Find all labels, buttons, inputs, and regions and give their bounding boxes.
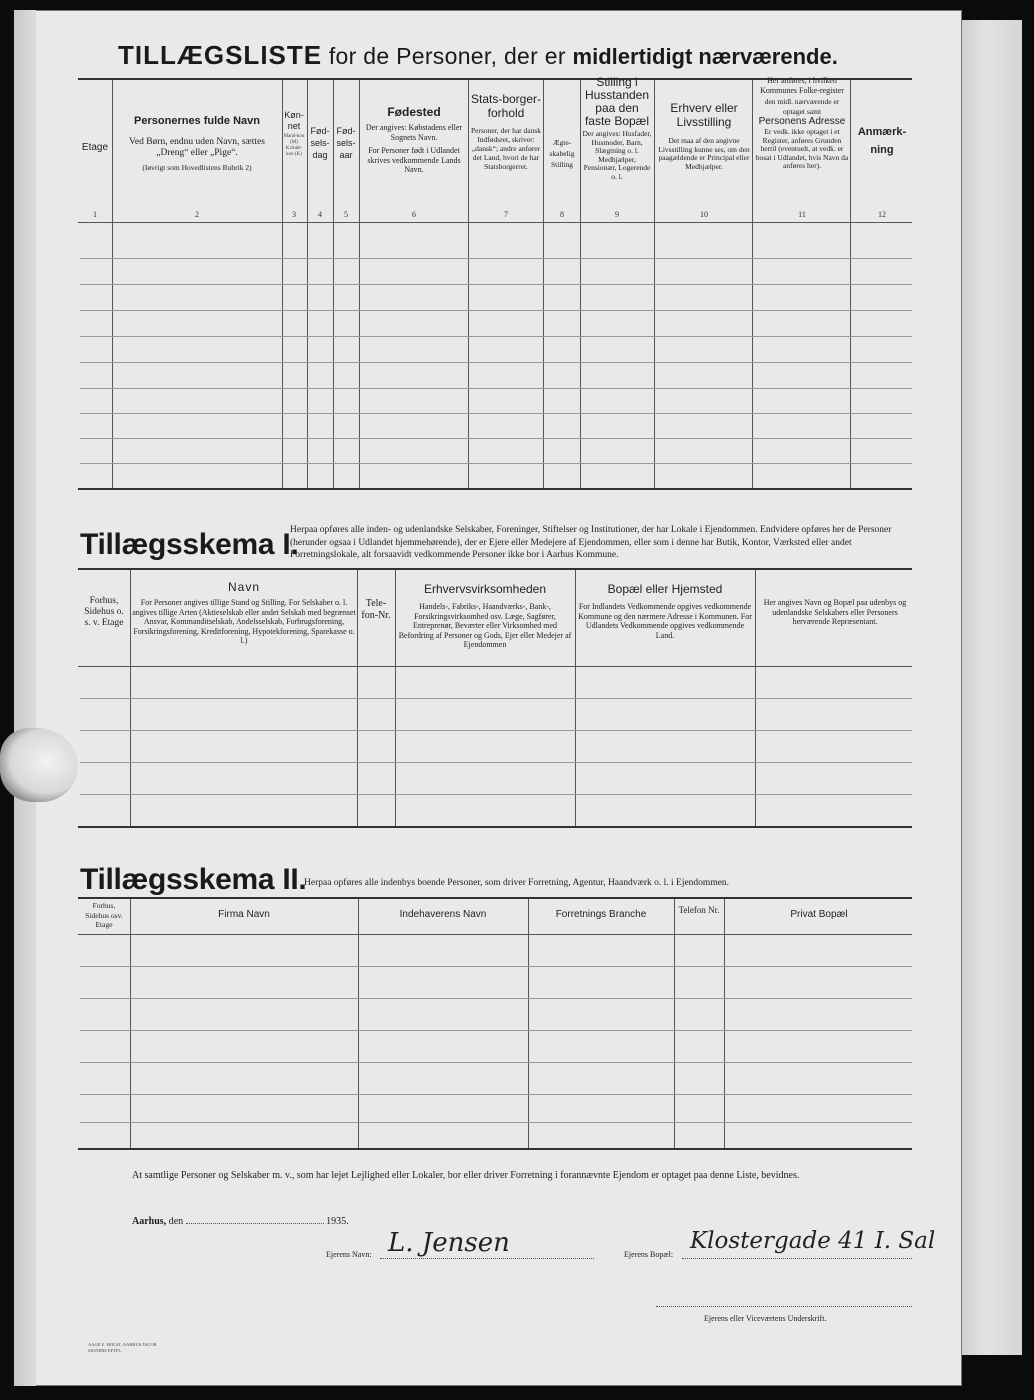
table1-row-line	[80, 258, 912, 259]
owner-name-line	[380, 1258, 594, 1259]
colnum-1: 1	[93, 210, 97, 219]
owner-name-label: Ejerens Navn:	[326, 1250, 372, 1259]
table1-row-line	[80, 336, 912, 337]
colnum-6: 6	[412, 210, 416, 219]
skema2-column-divider	[674, 899, 675, 1148]
header-aegteskab: Ægte-skabelig Stilling	[549, 138, 575, 169]
owner-address-handwritten: Klostergade 41 I. Sal	[690, 1228, 936, 1254]
header-anmaerkning: Anmærk-ning	[857, 126, 907, 156]
header-foedested: Fødested Der angives: Købstadens eller Sognets Navn. For Personer født i Udlandet skrives vedkommende Lands Navn.	[365, 105, 463, 174]
title-bold: midlertidigt nærværende.	[572, 44, 838, 69]
table1-row-line	[80, 463, 912, 464]
table1-row-line	[80, 388, 912, 389]
skema2-title: Tillægsskema II.	[80, 863, 307, 896]
title-main: TILLÆGSLISTE	[118, 40, 323, 70]
colnum-2: 2	[195, 210, 199, 219]
colnum-3: 3	[292, 210, 296, 219]
skema1-row-line	[80, 730, 912, 731]
signature-label: Ejerens eller Viceværtens Underskrift.	[704, 1314, 827, 1323]
table1-row-line	[80, 438, 912, 439]
footer-date-line	[132, 1216, 349, 1227]
header-statsborger: Stats-borger-forhold Personer, der har dansk Indfødsret, skriver: „dansk“; andre anfører det Land, hvori de har Statsborgerret.	[470, 92, 542, 171]
skema2-column-divider	[358, 899, 359, 1148]
colnum-11: 11	[798, 210, 806, 219]
skema1-header-repraesentant: Her angives Navn og Bopæl paa udenbys og udenlandske Selskabers eller Personers herværende Repræsentant.	[763, 598, 907, 626]
skema2-row-line	[80, 1062, 912, 1063]
skema2-header-branche: Forretnings Branche	[555, 909, 647, 920]
footer-den: den	[168, 1216, 184, 1227]
table1-row-line	[80, 284, 912, 285]
skema1-row-line	[80, 762, 912, 763]
table1-row-line	[80, 362, 912, 363]
footer-place: Aarhus,	[132, 1216, 167, 1227]
skema2-column-divider	[724, 899, 725, 1148]
skema2-header-privat: Privat Bopæl	[790, 909, 848, 920]
table1-bottom-rule	[78, 488, 912, 490]
colnum-10: 10	[700, 210, 708, 219]
skema2-row-line	[80, 1030, 912, 1031]
footer-year: 1935.	[326, 1216, 349, 1227]
skema2-header-rule	[78, 934, 912, 935]
owner-name-signature: L. Jensen	[388, 1228, 510, 1258]
colnum-5: 5	[344, 210, 348, 219]
thumb-holding-page	[0, 728, 78, 802]
skema1-header-rule	[78, 666, 912, 667]
header-etage: Etage	[81, 142, 109, 153]
skema1-header-telefon: Tele-fon-Nr.	[361, 598, 391, 621]
header-navn: Personernes fulde Navn Ved Børn, endnu uden Navn, sættes „Dreng“ eller „Pige“. (Iøvrigt som Hovedlistens Rubrik 2)	[129, 115, 265, 172]
skema1-note: Herpaa opføres alle inden- og udenlandske Selskaber, Foreninger, Stiftelser og Institutioner, der har Lokale i Ejendommen. Endvidere opføres her de Personer (herunder ogsaa i Udlandet hjemmehørende), der er Ejere eller Medejere af Ejendommen, eller som i denne har Butik, Kontor, Værksted eller andet Forretningslokale, alt forsaavidt vedkommende Personer ikke bor i Aarhus Kommune.	[290, 525, 892, 560]
skema1-top-rule	[78, 568, 912, 570]
colnum-4: 4	[318, 210, 322, 219]
skema2-row-line	[80, 998, 912, 999]
skema1-header-navn: Navn For Personer angives tillige Stand og Stilling. For Selskaber o. l. angives tillige Arten (Aktieselskab eller andet Selskab med begrænset Ansvar, Kommanditselskab, Andelsselskab, Forbrugsforening, Forsikringsforening, Kreditforening, Hypotekforening, Sparekasse o. l.)	[132, 580, 356, 645]
skema1-header-etage: Forhus, Sidehus o. s. v. Etage	[84, 596, 124, 628]
colnum-9: 9	[615, 210, 619, 219]
skema1-title: Tillægsskema I.	[80, 528, 299, 561]
skema2-row-line	[80, 1094, 912, 1095]
colnum-8: 8	[560, 210, 564, 219]
skema2-row-line	[80, 966, 912, 967]
skema1-row-line	[80, 698, 912, 699]
skema1-row-line	[80, 794, 912, 795]
header-dag: Fød-sels-dag	[310, 126, 330, 160]
table1-header-rule	[78, 222, 912, 223]
header-aar: Fød-sels-aar	[336, 126, 356, 160]
form-title	[118, 40, 838, 71]
skema2-row-line	[80, 1122, 912, 1123]
owner-address-label: Ejerens Bopæl:	[624, 1250, 674, 1259]
skema2-column-divider	[130, 899, 131, 1148]
header-koen: Køn-net Mand-kon (M) Kvinde-kon (K)	[283, 110, 305, 157]
skema1-bottom-rule	[78, 826, 912, 828]
skema2-header-indehaver: Indehaverens Navn	[399, 909, 487, 920]
skema1-header-erhverv: Erhvervsvirksomheden Handels-, Fabriks-, Haandværks-, Bank-, Forsikringsvirksomhed osv. Læge, Sagfører, Entreprenør, Beværter eller Virksomhed med Befordring af Personer og Gods, Ejer eller Medejer af Ejendommen	[398, 582, 572, 649]
table1-row-line	[80, 310, 912, 311]
skema2-header-firma: Firma Navn	[218, 909, 270, 920]
skema2-top-rule	[78, 897, 912, 899]
page-edge	[962, 20, 1022, 1355]
owner-address-line	[682, 1258, 912, 1259]
skema2-note: Herpaa opføres alle indenbys boende Personer, som driver Forretning, Agentur, Haandværk o. l. i Ejendommen.	[304, 878, 730, 888]
header-kommune: Her anføres, i hvilken Kommunes Folke-register den midl. nærværende er optaget samt Personens Adresse Er vedk. ikke optaget i et Register, anføres Grunden hertil (eventuelt, at vedk. er bosat i Udlandet, hvis Navn da anføres her).	[755, 76, 849, 170]
colnum-12: 12	[878, 210, 886, 219]
signature-line	[656, 1306, 912, 1307]
skema2-bottom-rule	[78, 1148, 912, 1150]
skema2-column-divider	[528, 899, 529, 1148]
skema2-header-telefon: Telefon Nr.	[678, 905, 720, 915]
footer-declaration: At samtlige Personer og Selskaber m. v., som har lejet Lejlighed eller Lokaler, bor eller driver Forretning i forannævnte Ejendom er optaget paa denne Liste, bevidnes.	[132, 1170, 800, 1181]
header-erhverv: Erhverv eller Livsstilling Det maa af den angivne Livsstilling kunne ses, om den paagældende er Principal eller Medhjælper.	[658, 101, 750, 171]
header-stilling: Stilling i Husstanden paa den faste Bopæl Der angives: Husfader, Husmoder, Barn, Slægtning o. l. Medhjælper, Pensionær, Logerende o. l.	[582, 75, 652, 181]
printer-imprint: AAGE E. HOLST, AARHUS JACOB SIGNERS EFTFL.	[88, 1342, 157, 1353]
skema2-header-etage: Forhus, Sidehus osv. Etage	[85, 901, 123, 929]
page-binding-edge	[14, 10, 36, 1386]
title-mid: for de Personer, der er	[328, 43, 566, 69]
table1-row-line	[80, 413, 912, 414]
colnum-7: 7	[504, 210, 508, 219]
skema1-header-bopael: Bopæl eller Hjemsted For Indlandets Vedkommende opgives vedkommende Kommune og den nærmere Adresse i Kommunen. For Udlandets Vedkommende opgives vedkommende Land.	[578, 582, 752, 640]
